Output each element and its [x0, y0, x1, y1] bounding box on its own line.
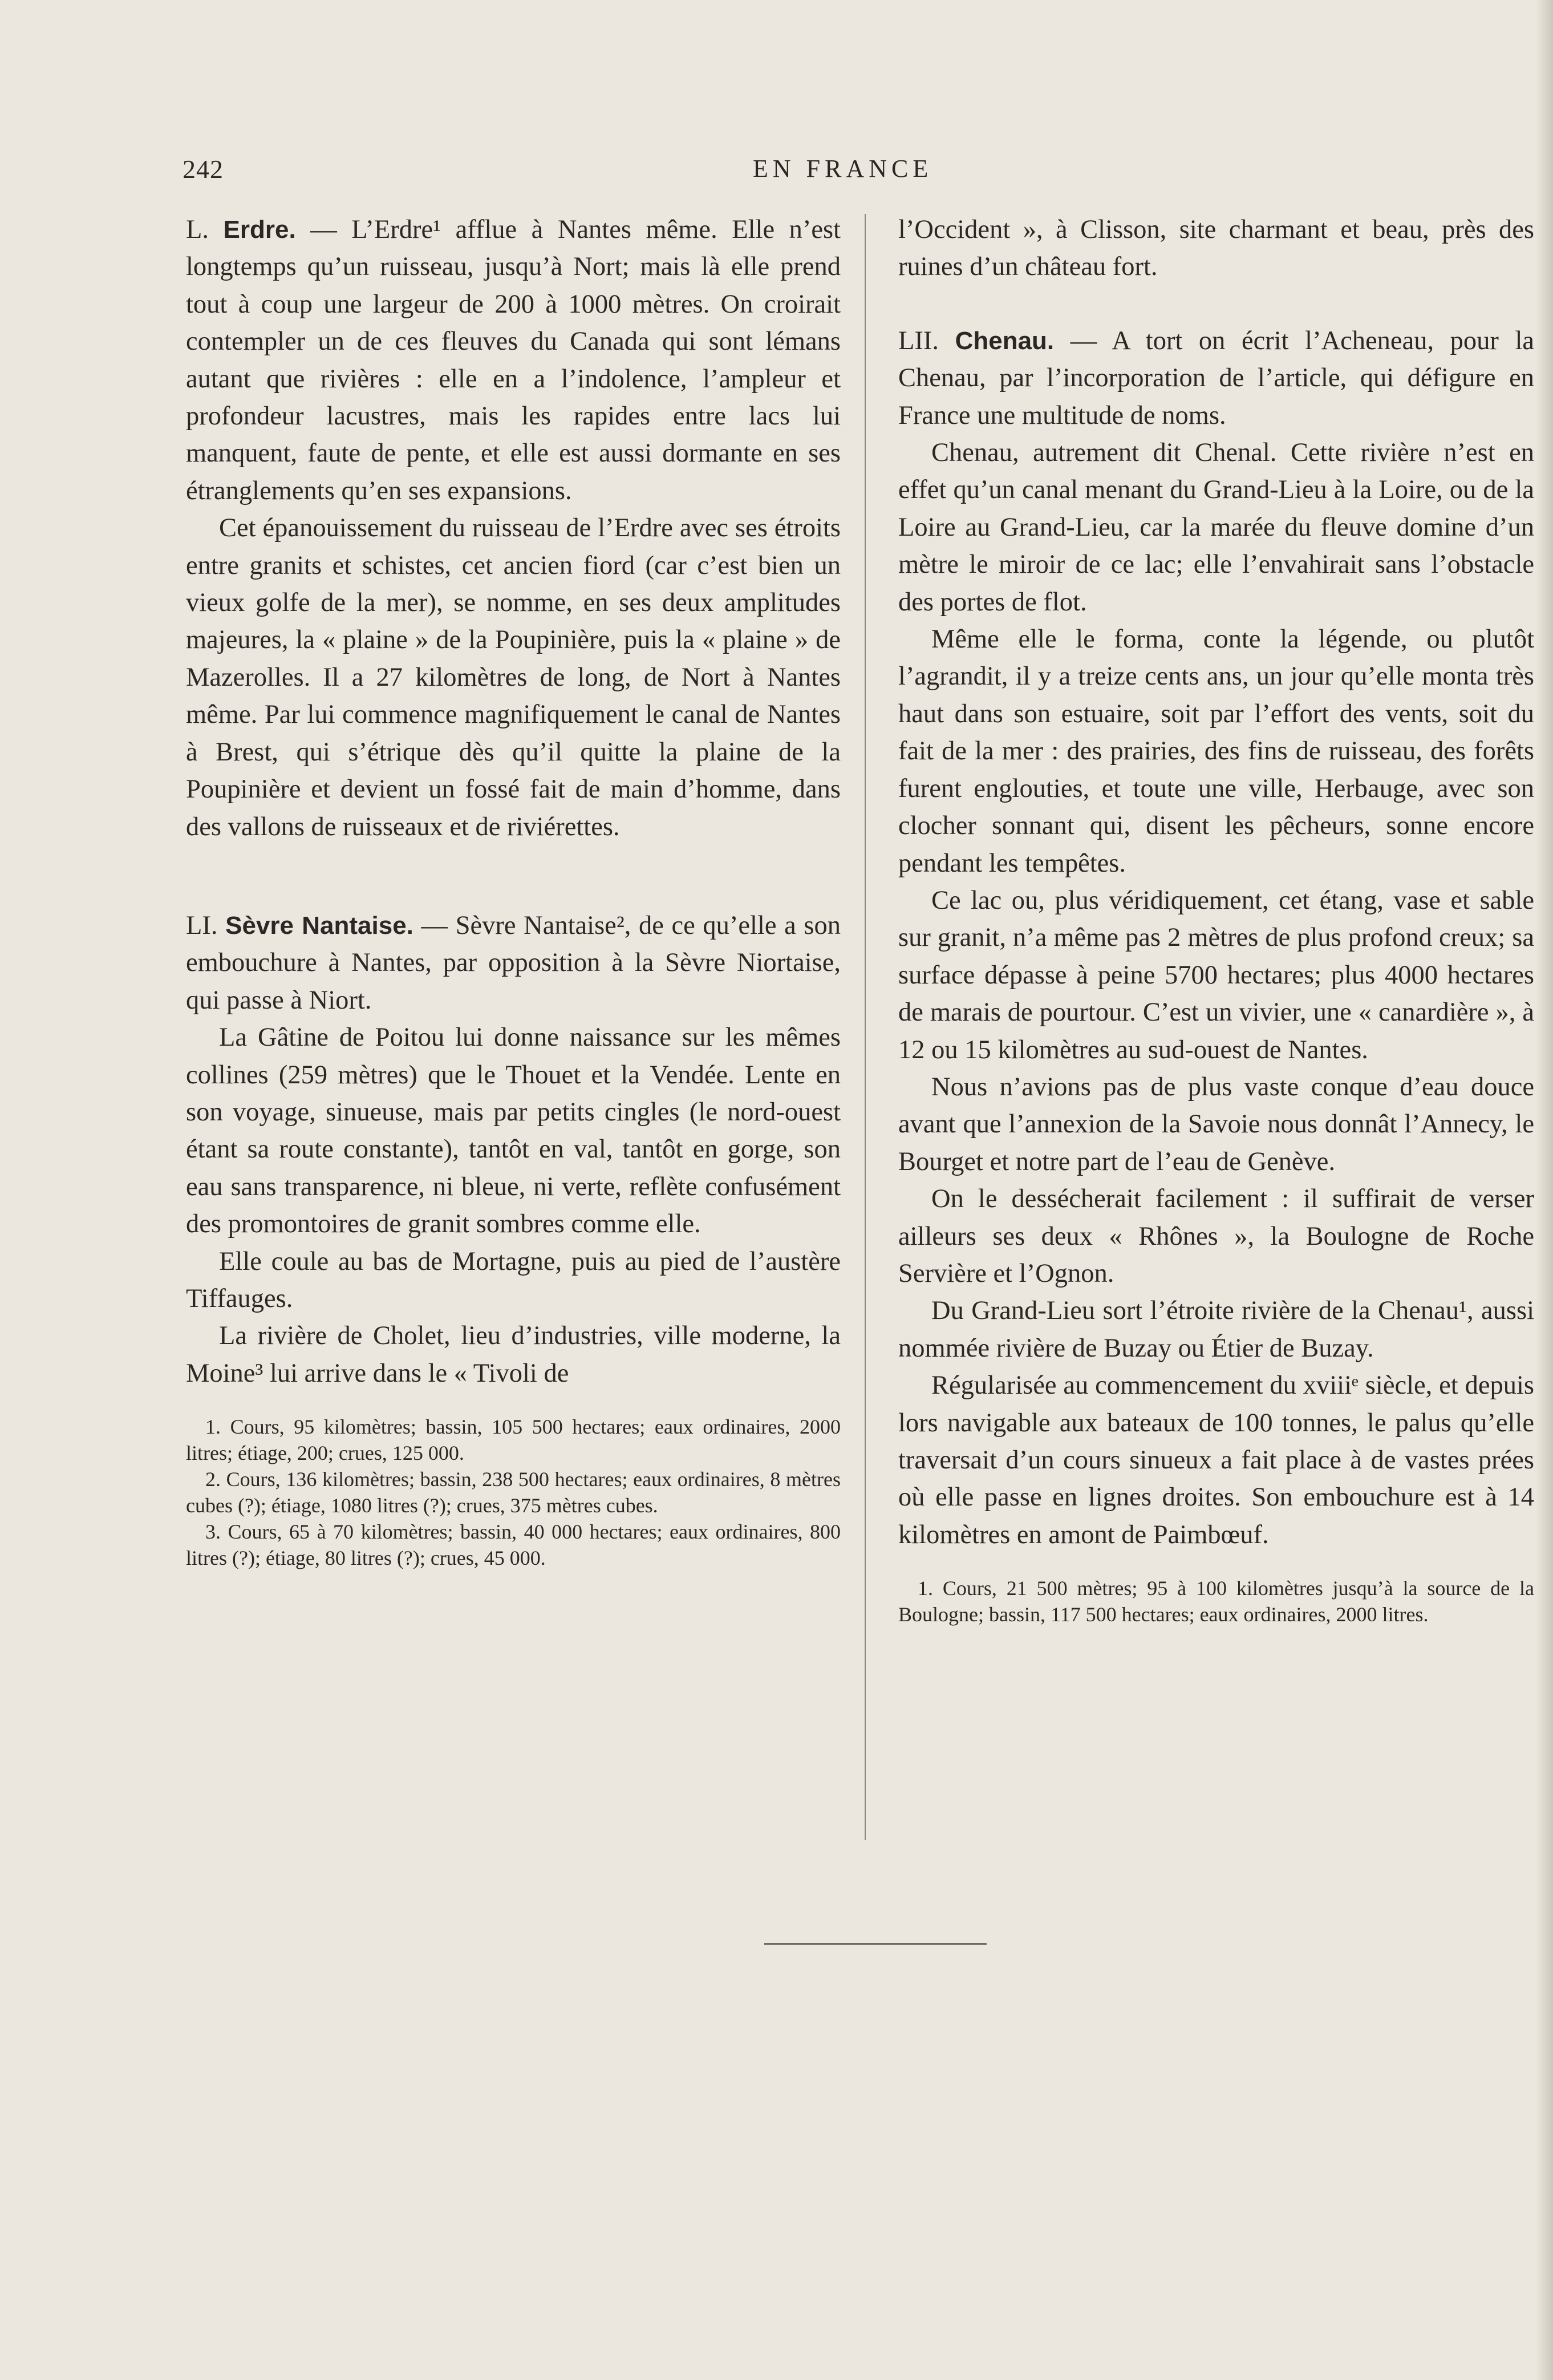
- running-title: EN FRANCE: [753, 155, 933, 183]
- footnote: 3. Cours, 65 à 70 kilomètres; bassin, 40 000 hectares; eaux ordinaires, 800 litres (?); étiage, 80 litres (?); crues, 45 000.: [186, 1520, 841, 1570]
- paragraph: Ce lac ou, plus véridiquement, cet étang, vase et sable sur granit, n’a même pas 2 mètres de plus profond creux; sa surface dépasse à peine 5700 hectares; plus 4000 hectares de marais de pourtour. C’est un vivier, une « canardière », à 12 ou 15 kilomètres au sud-ouest de Nantes.: [898, 885, 1534, 1064]
- paragraph: Chenau, autrement dit Chenal. Cette rivière n’est en effet qu’un canal menant du Grand-Lieu à la Loire, ou de la Loire au Grand-Lieu, car la marée du fleuve domine d’un mètre le miroir de ce lac; elle l’envahirait sans l’obstacle des portes de flot.: [898, 438, 1534, 617]
- footnote: 1. Cours, 95 kilomètres; bassin, 105 500 hectares; eaux ordinaires, 2000 litres; étiage, 200; crues, 125 000.: [186, 1415, 841, 1465]
- paragraph: Elle coule au bas de Mortagne, puis au pied de l’austère Tiffauges.: [186, 1246, 841, 1313]
- paragraph: Cet épanouissement du ruisseau de l’Erdre avec ses étroits entre granits et schistes, cet ancien fiord (car c’est bien un vieux golfe de la mer), se nomme, en ses deux amplitudes majeures, la « plaine » de la Poupinière, puis la « plaine » de Mazerolles. Il a 27 kilomètres de long, de Nort à Nantes même. Par lui commence magnifiquement le canal de Nantes à Brest, qui s’étrique dès qu’il quitte la plaine de la Poupinière et devient un fossé fait de main d’homme, dans des vallons de ruisseaux et de riviérettes.: [186, 513, 841, 841]
- section-number: L.: [186, 215, 209, 244]
- section-erdre: [186, 211, 841, 509]
- column-rule: [865, 214, 866, 1840]
- footnotes: [898, 1575, 1534, 1628]
- paragraph: La Gâtine de Poitou lui donne naissance sur les mêmes collines (259 mètres) que le Thouet et la Vendée. Lente en son voyage, sinueuse, mais par petits cingles (le nord-ouest étant sa route constante), tantôt en val, tantôt en gorge, son eau sans transparence, ni bleue, ni verte, reflète confusément des promontoires de granit sombres comme elle.: [186, 1023, 841, 1239]
- paragraph: On le dessécherait facilement : il suffirait de verser ailleurs ses deux « Rhônes », la Boulogne de Roche Servière et l’Ognon.: [898, 1184, 1534, 1288]
- closing-rule: [764, 1943, 987, 1945]
- section-title: Sèvre Nantaise.: [225, 911, 413, 940]
- paragraph: Régularisée au commencement du xviiiᵉ siècle, et depuis lors navigable aux bateaux de 100 tonnes, le palus qu’elle traversait d’un cours sinueux a fait place à de vastes prées où elle passe en lignes droites. Son embouchure est à 14 kilomètres en amont de Paimbœuf.: [898, 1371, 1534, 1549]
- section-title: Erdre.: [223, 216, 296, 244]
- left-column: [186, 211, 841, 1571]
- paragraph: Du Grand-Lieu sort l’étroite rivière de la Chenau¹, aussi nommée rivière de Buzay ou Étier de Buzay.: [898, 1296, 1534, 1363]
- section-chenau: [898, 322, 1534, 434]
- section-number: LI.: [186, 910, 218, 940]
- paragraph-text: — Sèvre Nantaise², de ce qu’elle a son embouchure à Nantes, par opposition à la Sèvre Niortaise, qui passe à Niort.: [186, 910, 841, 1015]
- page-edge-shadow: [1536, 0, 1553, 2380]
- paragraph: La rivière de Cholet, lieu d’industries, ville moderne, la Moine³ lui arrive dans le « Tivoli de: [186, 1321, 841, 1388]
- running-head: [183, 154, 1392, 188]
- footnote: 2. Cours, 136 kilomètres; bassin, 238 500 hectares; eaux ordinaires, 8 mètres cubes (?); étiage, 1080 litres (?); crues, 375 mètres cubes.: [186, 1468, 841, 1517]
- section-title: Chenau.: [955, 326, 1055, 355]
- paragraph-text: — A tort on écrit l’Acheneau, pour la Chenau, par l’incorporation de l’article, qui défigure en France une multitude de noms.: [898, 326, 1535, 430]
- paragraph: Nous n’avions pas de plus vaste conque d’eau douce avant que l’annexion de la Savoie nous donnât l’Annecy, le Bourget et notre part de l’eau de Genève.: [898, 1072, 1534, 1176]
- right-column: [898, 211, 1534, 1628]
- footnotes: [186, 1414, 841, 1571]
- section-sevre-nantaise: [186, 907, 841, 1019]
- paragraph-text: — L’Erdre¹ afflue à Nantes même. Elle n’est longtemps qu’un ruisseau, jusqu’à Nort; mais là elle prend tout à coup une largeur de 200 à 1000 mètres. On croirait contempler un de ces fleuves du Canada qui sont lémans autant que rivières : elle en a l’indolence, l’ampleur et profondeur lacustres, mais les rapides entre lacs lui manquent, faute de pente, et elle est aussi dormante en ses étranglements qu’en ses expansions.: [186, 215, 841, 505]
- section-number: LII.: [898, 326, 939, 355]
- paragraph: Même elle le forma, conte la légende, ou plutôt l’agrandit, il y a treize cents ans, un jour qu’elle monta très haut dans son estuaire, soit par l’effort des vents, soit du fait de la mer : des prairies, des fins de ruisseau, des forêts furent englouties, et toute une ville, Herbauge, avec son clocher sonnant qui, disent les pêcheurs, sonne encore pendant les tempêtes.: [898, 625, 1534, 878]
- paragraph: l’Occident », à Clisson, site charmant et beau, près des ruines d’un château fort.: [898, 215, 1534, 282]
- footnote: 1. Cours, 21 500 mètres; 95 à 100 kilomètres jusqu’à la source de la Boulogne; bassin, 117 500 hectares; eaux ordinaires, 2000 litres.: [898, 1577, 1534, 1626]
- page-number: 242: [183, 155, 224, 184]
